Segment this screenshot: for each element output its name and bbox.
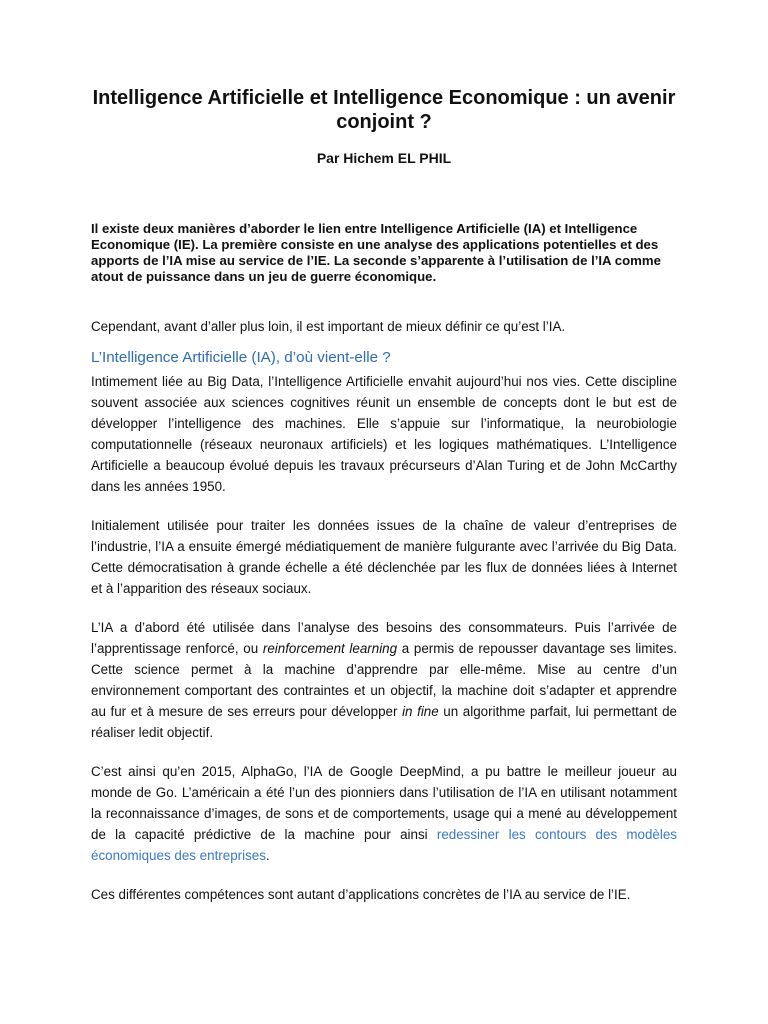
paragraph-3-emphasis-2: in fine <box>402 704 439 719</box>
paragraph-4-text-b: . <box>265 848 270 863</box>
business-models-link[interactable]: redessiner les contours des modèles économiques des entreprises <box>91 827 677 863</box>
paragraph-3-text-c: un algorithme parfait, lui permettant de réaliser ledit objectif. <box>91 704 678 740</box>
paragraph-3 <box>91 617 677 743</box>
paragraph-3-text-a: L’IA a d’abord été utilisée dans l’analyse des besoins des consommateurs. Puis l’arrivée de l’apprentissage renforcé, ou <box>91 620 677 656</box>
author-byline: Par Hichem EL PHIL <box>316 150 452 166</box>
document-title: Intelligence Artificielle et Intelligence Economique : un avenir conjoint ? <box>92 87 676 133</box>
paragraph-2: Initialement utilisée pour traiter les données issues de la chaîne de valeur d’entreprises de l’industrie, l’IA a ensuite émergé médiatiquement de manière fulgurante avec l’arrivée du Big Data. Cette démocratisation à grande échelle a été déclenchée par les flux de données liées à Internet et à l’apparition des réseaux sociaux. <box>91 518 677 596</box>
paragraph-4 <box>91 761 677 866</box>
paragraph-3-emphasis-1: reinforcement learning <box>262 641 398 656</box>
paragraph-1: Intimement liée au Big Data, l’Intelligence Artificielle envahit aujourd’hui nos vies. Cette discipline souvent associée aux sciences cognitives réunit un ensemble de concepts dont le but est de développer l’intelligence des machines. Elle s’appuie sur l’informatique, la neurobiologie computationnelle (réseaux neuronaux artificiels) et les logiques mathématiques. L’Intelligence Artificielle a beaucoup évolué depuis les travaux précurseurs d’Alan Turing et de John McCarthy dans les années 1950. <box>91 374 677 494</box>
paragraph-4-text-a: C’est ainsi qu’en 2015, AlphaGo, l’IA de Google DeepMind, a pu battre le meilleur joueur au monde de Go. L’américain a été l’un des pionniers dans l’utilisation de l’IA en utilisant notamment la reconnaissance d’images, de sons et de comportements, usage qui a mené au développement de la capacité prédictive de la machine pour ainsi <box>91 764 677 842</box>
intro-paragraph: Il existe deux manières d’aborder le lien entre Intelligence Artificielle (IA) et Intelligence Economique (IE). La première consiste en une analyse des applications potentielles et des apports de l’IA mise au service de l’IE. La seconde s’apparente à l’utilisation de l’IA comme atout de puissance dans un jeu de guerre économique. <box>91 221 661 284</box>
section-heading: L’Intelligence Artificielle (IA), d’où vient-elle ? <box>91 349 391 366</box>
paragraph-5: Ces différentes compétences sont autant d’applications concrètes de l’IA au service de l’IE. <box>91 887 631 902</box>
lead-paragraph: Cependant, avant d’aller plus loin, il est important de mieux définir ce qu’est l’IA. <box>91 319 566 334</box>
paragraph-3-text-b: a permis de repousser davantage ses limites. Cette science permet à la machine d’apprendre par elle-même. Mise au centre d’un environnement comportant des contraintes et un objectif, la machine doit s’adapter et apprendre au fur et à mesure de ses erreurs pour développer <box>91 641 677 719</box>
section-body <box>91 371 677 923</box>
